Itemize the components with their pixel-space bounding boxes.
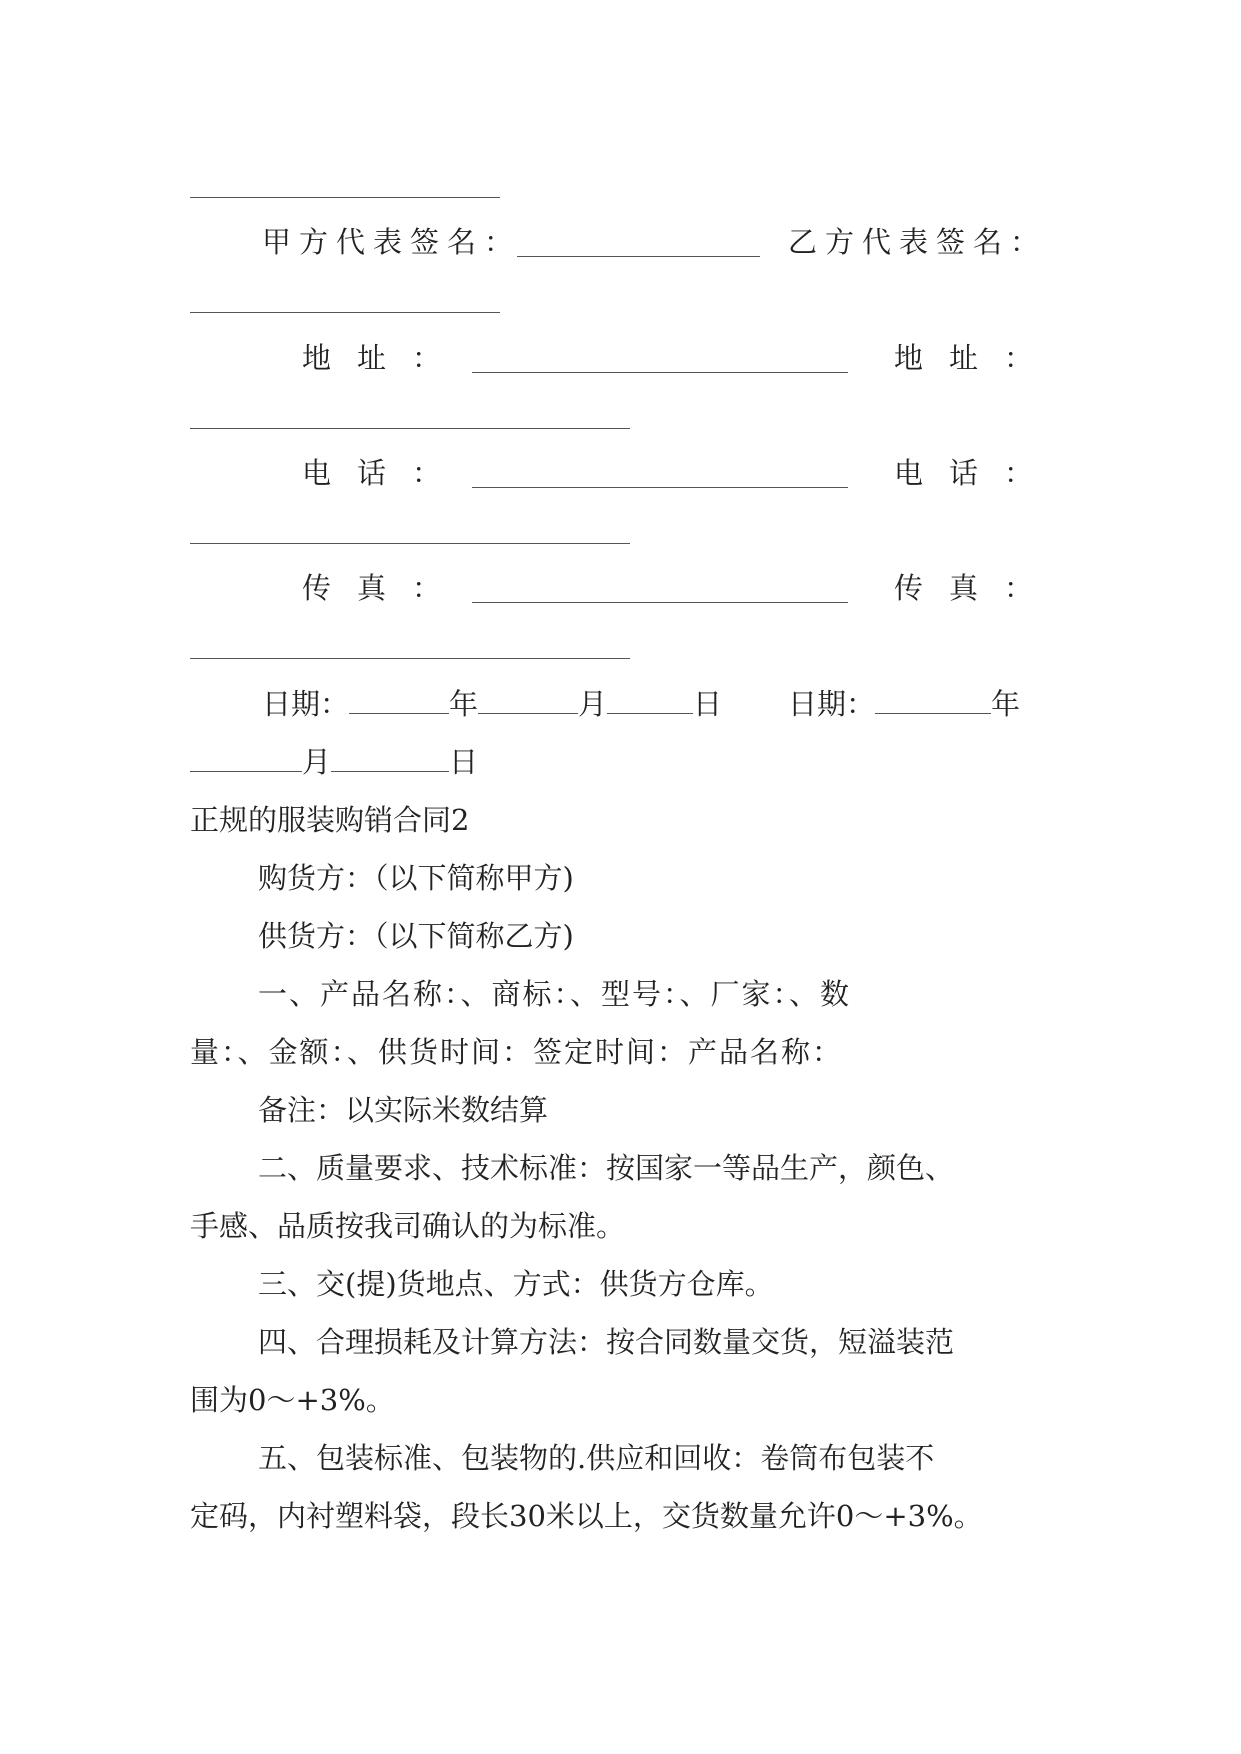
day-label: 日: [449, 745, 479, 779]
blank-line: [190, 658, 630, 659]
year-label: 年: [449, 687, 479, 721]
date-label: 日期：: [262, 687, 350, 721]
party-b-rep-label: 乙方代表签名：: [788, 225, 1048, 259]
buyer-line: 购货方：（以下简称甲方): [258, 861, 574, 895]
party-a-phone-label: 电话：: [302, 456, 468, 490]
blank-line: [190, 543, 630, 544]
item1-line2: 量：、金额：、供货时间：签定时间：产品名称：: [190, 1035, 844, 1069]
blank-line: [190, 197, 500, 198]
day-blank: [607, 687, 693, 714]
month-blank: [478, 687, 578, 714]
party-a-rep-label: 甲方代表签名：: [262, 225, 522, 259]
party-a-address-label: 地址：: [302, 341, 468, 375]
item5-line2: 定码，内衬塑料袋，段长30米以上，交货数量允许0～+3%。: [190, 1499, 983, 1533]
day-label: 日: [693, 687, 723, 721]
party-b-address-label: 地址：: [894, 341, 1060, 375]
date-line-b-cont: [190, 742, 478, 782]
contract-title: 正规的服装购销合同2: [190, 803, 470, 837]
day-blank: [331, 745, 449, 772]
date-line-b: [788, 684, 1020, 724]
year-blank: [875, 687, 991, 714]
item4-line2: 围为0～+3%。: [190, 1383, 395, 1417]
item2-line1: 二、质量要求、技术标准：按国家一等品生产，颜色、: [258, 1151, 955, 1185]
item5-line1: 五、包装标准、包装物的.供应和回收：卷筒布包装不: [258, 1441, 935, 1475]
blank-line: [190, 312, 500, 313]
blank-line: [190, 428, 630, 429]
party-a-address-blank: [472, 346, 848, 373]
month-label: 月: [302, 745, 332, 779]
party-b-fax-label: 传真：: [894, 571, 1060, 605]
month-label: 月: [578, 687, 608, 721]
party-b-phone-label: 电话：: [894, 456, 1060, 490]
party-a-fax-label: 传真：: [302, 571, 468, 605]
party-a-phone-blank: [472, 461, 848, 488]
item4-line1: 四、合理损耗及计算方法：按合同数量交货，短溢装范: [258, 1325, 955, 1359]
note-line: 备注：以实际米数结算: [258, 1093, 549, 1127]
party-a-fax-blank: [472, 576, 848, 603]
item2-line2: 手感、品质按我司确认的为标准。: [190, 1209, 626, 1243]
year-label: 年: [991, 687, 1021, 721]
month-blank: [190, 745, 302, 772]
party-a-rep-blank: [517, 230, 760, 257]
date-line-a: [262, 684, 722, 724]
item1-line1: 一、产品名称：、商标：、型号：、厂家：、数: [258, 977, 852, 1011]
supplier-line: 供货方：（以下简称乙方): [258, 919, 574, 953]
year-blank: [349, 687, 449, 714]
date-label: 日期：: [788, 687, 876, 721]
item3-line: 三、交(提)货地点、方式：供货方仓库。: [258, 1267, 774, 1301]
